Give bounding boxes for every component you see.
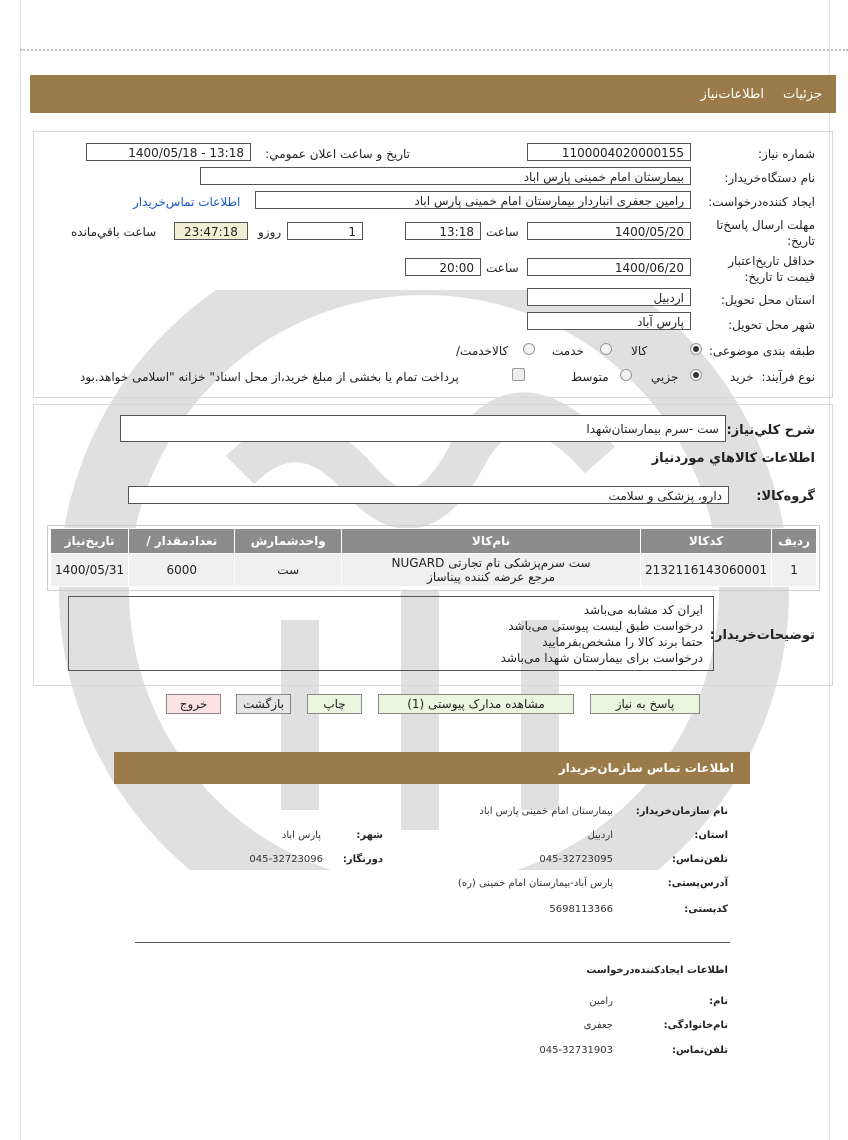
creator-family-label: نام‌خانوادگی: xyxy=(663,1020,728,1031)
group-field: دارو، پزشکی و سلامت xyxy=(128,486,729,504)
creator-name-label: نام: xyxy=(709,996,728,1007)
org-label: نام سازمان‌خریدار: xyxy=(635,806,728,817)
creator-name-value: رامین xyxy=(589,996,613,1007)
print-button[interactable]: چاپ xyxy=(307,694,362,714)
cell-row: 1 xyxy=(772,554,817,587)
group-label: گروه‌کالا: xyxy=(756,489,815,504)
process-minor-label: جزيي xyxy=(651,370,679,384)
validity-date-field: 1400/06/20 xyxy=(527,258,691,276)
details-link[interactable]: جزئیات xyxy=(783,87,822,102)
province-field: اردبیل xyxy=(527,288,691,306)
treasury-payment-checkbox[interactable] xyxy=(512,368,525,381)
buyer-notes-box xyxy=(68,596,714,671)
buyer-org-field: بیمارستان امام خمینی پارس اباد xyxy=(200,167,691,185)
category-both-label: کالاخدمت/ xyxy=(456,344,509,358)
goods-info-title: اطلاعات کالاهاي موردنیاز xyxy=(651,451,815,466)
org-value: بیمارستان امام خمینی پارس اباد xyxy=(479,806,613,817)
validity-label-2: قیمت تا تاریخ: xyxy=(744,270,815,284)
buyer-note-line: حتما برند کالا را مشخص‌بفرمایید xyxy=(542,635,703,649)
province-label: استان محل تحویل: xyxy=(720,293,815,307)
category-service-radio[interactable] xyxy=(600,343,612,355)
days-label: روزو xyxy=(258,225,282,239)
payment-note: پرداخت تمام یا بخشی از مبلغ خرید،از محل اسناد" خزانه "اسلامی خواهد.بود xyxy=(80,370,459,384)
announce-label: تاریخ و ساعت اعلان عمومي: xyxy=(265,147,410,161)
need-info-link[interactable]: اطلاعات‌نیاز xyxy=(700,87,764,102)
creator-phone-label: تلفن‌تماس: xyxy=(671,1045,728,1056)
category-goods-label: کالا xyxy=(631,344,648,358)
days-field: 1 xyxy=(287,222,363,240)
validity-label-1: حداقل تاریخ‌اعتبار xyxy=(728,254,815,268)
remaining-label: ساعت باقي‌مانده xyxy=(71,225,157,239)
summary-label: شرح کلي‌نیاز: xyxy=(726,423,815,438)
need-number-label: شماره نیاز: xyxy=(758,147,815,161)
category-service-label: خدمت xyxy=(552,344,584,358)
process-label: نوع فرآیند: xyxy=(761,370,815,384)
city-field: پارس آباد xyxy=(527,312,691,330)
col-row: ردیف xyxy=(772,529,817,554)
category-label: طبقه بندی موضوعی: xyxy=(708,344,815,358)
attachments-button[interactable]: مشاهده مدارک پیوستی (1) xyxy=(378,694,574,714)
contact-province-value: اردبیل xyxy=(587,830,613,841)
address-label: آدرس‌پستی: xyxy=(667,878,728,889)
buyer-org-label: نام دستگاه‌خریدار: xyxy=(724,171,815,185)
deadline-label-1: مهلت ارسال پاسخ‌تا xyxy=(716,218,815,232)
deadline-time-field: 13:18 xyxy=(405,222,481,240)
dotted-separator xyxy=(20,49,848,51)
deadline-date-field: 1400/05/20 xyxy=(527,222,691,240)
process-medium-radio[interactable] xyxy=(620,369,632,381)
table-row xyxy=(51,554,817,587)
buyer-contact-link[interactable]: اطلاعات تماس‌خریدار xyxy=(133,195,241,209)
contact-header-bar xyxy=(114,752,750,784)
creator-label: ایجاد کننده‌درخواست: xyxy=(708,195,815,209)
contact-title: اطلاعات تماس سازمان‌خریدار xyxy=(558,761,734,775)
deadline-time-label: ساعت xyxy=(486,225,519,239)
category-goods-radio[interactable] xyxy=(690,343,702,355)
creator-info-title: اطلاعات ایجادکننده‌درخواست xyxy=(586,965,728,976)
process-medium-label: متوسط xyxy=(571,370,609,384)
cell-name-line1: ست سرم‌پزشکی نام تجارتی NUGARD xyxy=(391,556,591,570)
col-code: کدکالا xyxy=(640,529,771,554)
buyer-note-line: ایران کد مشابه می‌باشد xyxy=(583,603,703,617)
col-name: نام‌کالا xyxy=(342,529,641,554)
deadline-label-2: تاریخ: xyxy=(787,234,815,248)
contact-fax-value: 045-32723096 xyxy=(249,854,323,865)
contact-city-value: پارس اباد xyxy=(281,830,321,841)
col-unit: واحدشمارش xyxy=(235,529,342,554)
summary-field: ست -سرم بیمارستان‌شهدا xyxy=(120,415,726,442)
contact-province-label: استان: xyxy=(694,830,728,841)
col-date: تاریخ‌نیاز xyxy=(51,529,129,554)
validity-time-field: 20:00 xyxy=(405,258,481,276)
postal-label: کد‌پستی: xyxy=(684,904,728,915)
cell-name xyxy=(342,554,641,587)
exit-button[interactable]: خروج xyxy=(166,694,221,714)
cell-name-line2: مرجع عرضه کننده پیناساز xyxy=(427,570,556,584)
buyer-note-line: درخواست برای بیمارستان شهدا می‌باشد xyxy=(500,651,703,665)
contact-city-label: شهر: xyxy=(356,830,383,841)
contact-divider xyxy=(135,942,730,943)
postal-value: 5698113366 xyxy=(549,904,613,915)
contact-fax-label: دورنگار: xyxy=(342,854,383,865)
need-number-field: 1100004020000155 xyxy=(527,143,691,161)
back-button[interactable]: بازگشت xyxy=(236,694,291,714)
buyer-notes-label: توضیحات‌خریدار: xyxy=(709,628,815,643)
creator-field: رامین جعفری انباردار بیمارستان امام خمینی پارس اباد xyxy=(255,191,691,209)
cell-qty: 6000 xyxy=(129,554,235,587)
contact-phone-value: 045-32723095 xyxy=(539,854,613,865)
creator-family-value: جعفری xyxy=(583,1020,613,1031)
city-label: شهر محل تحویل: xyxy=(728,318,815,332)
buyer-note-line: درخواست طبق لیست پیوستی می‌باشد xyxy=(508,619,703,633)
cell-unit: ست xyxy=(235,554,342,587)
contact-phone-label: تلفن‌تماس: xyxy=(671,854,728,865)
process-minor-radio[interactable] xyxy=(690,369,702,381)
validity-time-label: ساعت xyxy=(486,261,519,275)
announce-field: 1400/05/18 - 13:18 xyxy=(86,143,251,161)
address-value: پارس آباد-بیمارستان امام خمینی (ره) xyxy=(457,878,613,889)
col-qty: تعدادمقدار / xyxy=(129,529,235,554)
creator-phone-value: 045-32731903 xyxy=(539,1045,613,1056)
cell-date: 1400/05/31 xyxy=(51,554,129,587)
items-table xyxy=(50,528,817,587)
remaining-time-field: 23:47:18 xyxy=(174,222,248,240)
header-bar xyxy=(30,75,836,113)
category-both-radio[interactable] xyxy=(523,343,535,355)
process-buy-label: خرید xyxy=(730,370,754,384)
reply-button[interactable]: پاسخ به نیاز xyxy=(590,694,700,714)
cell-code: 2132116143060001 xyxy=(640,554,771,587)
